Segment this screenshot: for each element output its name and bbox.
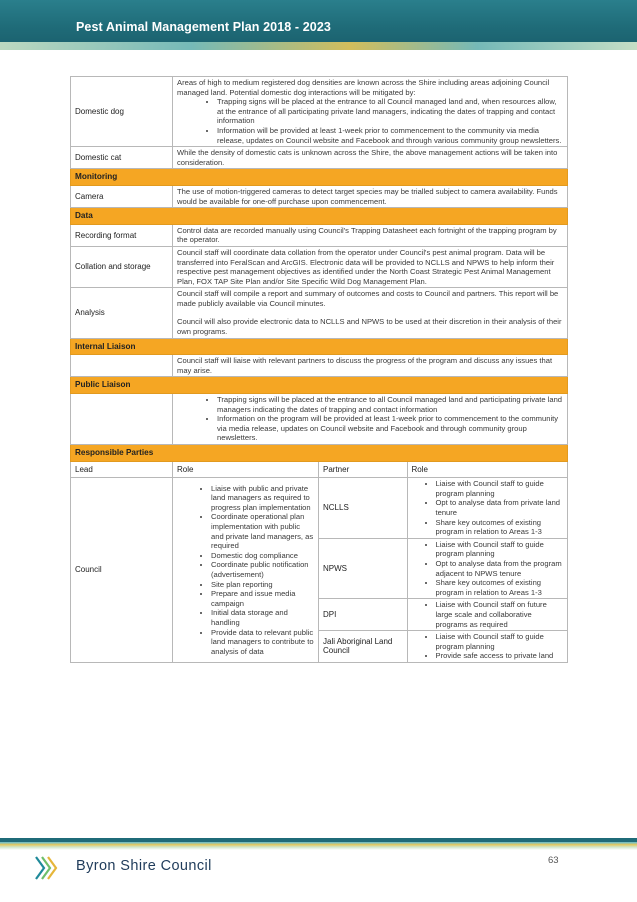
section-title: Public Liaison [71,377,568,394]
list-item: • Coordinate operational plan implementation with public and private land managers, as required [211,512,314,550]
recording-format-row [71,224,568,246]
list-item: • Liaise with public and private land managers as required to progress plan implementation [211,484,314,513]
row-label: Domestic cat [71,147,173,169]
section-header-data [71,208,568,225]
list-item: • Share key outcomes of existing program in relation to Areas 1-3 [436,518,564,537]
plan-table [70,76,568,663]
analysis-row [71,288,568,338]
row-content: Control data are recorded manually using Council's Trapping Datasheet each fortnight of the trapping program by the operator. [173,224,568,246]
lead-roles [173,478,319,663]
domestic-cat-row [71,147,568,169]
row-label: Domestic dog [71,77,173,147]
partners-cell [319,478,568,663]
paragraph: Areas of high to medium registered dog densities are known across the Shire including areas adjoining Council managed land. Potential domestic dog interactions will be mitigated by: [177,78,550,97]
list-item: • Liaise with Council staff on future large scale and collaborative programs as required [436,600,564,629]
partner-roles [407,631,567,662]
row-content [173,394,568,445]
partner-roles [407,478,567,538]
section-title: Data [71,208,568,225]
list-item: • Provide safe access to private land [436,651,564,661]
partner-roles [407,538,567,599]
responsible-council-row [71,478,568,663]
list-item: • Opt to analyse data from the program adjacent to NPWS tenure [436,559,564,578]
partner-name: NPWS [319,538,407,599]
list-item: • Opt to analyse data from private land tenure [436,498,564,517]
paragraph: Council will also provide electronic data to NCLLS and NPWS to be used at their discretion in their analysis of their own programs. [177,317,562,337]
row-content [173,288,568,338]
list-item: • Liaise with Council staff to guide program planning [436,540,564,559]
section-header-monitoring [71,169,568,186]
row-label-empty [71,355,173,377]
partner-name: Jali Aboriginal Land Council [319,631,407,662]
list-item: • Information on the program will be provided at least 1-week prior to commencement to the community via media release, updates on Council website and Facebook and through community group newsletters. [217,414,563,443]
row-content: The use of motion-triggered cameras to detect target species may be trialled subject to camera availability. Funds would be available for one-off purchase upon commencement. [173,185,568,207]
section-header-public-liaison [71,377,568,394]
partner-name: NCLLS [319,478,407,538]
column-header-partner-role: Role [411,464,428,474]
responsible-header-row [71,461,568,478]
footer-organisation: Byron Shire Council [76,858,212,874]
section-title: Monitoring [71,169,568,186]
list-item: • Coordinate public notification (advertisement) [211,560,314,579]
paragraph: Council staff will compile a report and summary of outcomes and costs to Council and partners. This report will be made publicly available via Council minutes. [177,289,559,308]
list-item: • Liaise with Council staff to guide program planning [436,479,564,498]
column-header-partner: Partner [319,462,407,478]
council-logo-icon [34,855,64,881]
partners-table [319,478,567,662]
footer-band [0,838,637,842]
row-label: Collation and storage [71,246,173,287]
partner-row [319,538,567,599]
column-header-role: Role [173,461,319,478]
partner-name: DPI [319,599,407,631]
page-number: 63 [548,855,559,866]
row-label: Analysis [71,288,173,338]
row-content [173,77,568,147]
list-item: • Liaise with Council staff to guide program planning [436,632,564,651]
list-item: • Prepare and issue media campaign [211,589,314,608]
row-label: Camera [71,185,173,207]
section-header-responsible-parties [71,445,568,462]
list-item: • Information will be provided at least 1-week prior to commencement to the community via media release, updates on Council website and Facebook and through various community group newsletters. [217,126,563,145]
partner-roles [407,599,567,631]
header-stripe [0,42,637,50]
list-item: • Trapping signs will be placed at the entrance to all Council managed land and participating private land managers indicating the dates of trapping and contact information [217,395,563,414]
collation-row [71,246,568,287]
page-title: Pest Animal Management Plan 2018 - 2023 [76,20,331,34]
row-content: While the density of domestic cats is unknown across the Shire, the above management actions will be taken into consideration. [173,147,568,169]
partner-header-cell [319,461,568,478]
row-content: Council staff will liaise with relevant partners to discuss the progress of the program and discuss any issues that may arise. [173,355,568,377]
list-item: • Initial data storage and handling [211,608,314,627]
camera-row [71,185,568,207]
list-item: • Trapping signs will be placed at the entrance to all Council managed land and, when resources allow, at the entrance of all participating private land managers, indicating the dates of trapping and contact information [217,97,563,126]
partner-row [319,478,567,538]
section-title: Responsible Parties [71,445,568,462]
internal-liaison-row [71,355,568,377]
partner-row [319,631,567,662]
list-item: • Site plan reporting [211,580,314,590]
list-item: • Share key outcomes of existing program in relation to Areas 1-3 [436,578,564,597]
row-label-empty [71,394,173,445]
column-header-lead: Lead [71,461,173,478]
public-liaison-row [71,394,568,445]
row-content: Council staff will coordinate data collation from the operator under Council's pest animal program. Data will be transferred into FeralScan and ArcGIS. Electronic data will be provided to NCLLS and NPWS to help inform their respective pest management objectives as identified under the North Coast Strategic Pest Animal Management Plan, FOX TAP Site Plan and/or Site Specific Wild Dog Management Plan. [173,246,568,287]
list-item: • Provide data to relevant public land managers to contribute to analysis of data [211,628,314,657]
section-header-internal-liaison [71,338,568,355]
list-item: • Domestic dog compliance [211,551,314,561]
partner-row [319,599,567,631]
domestic-dog-row [71,77,568,147]
lead-name: Council [71,478,173,663]
section-title: Internal Liaison [71,338,568,355]
row-label: Recording format [71,224,173,246]
